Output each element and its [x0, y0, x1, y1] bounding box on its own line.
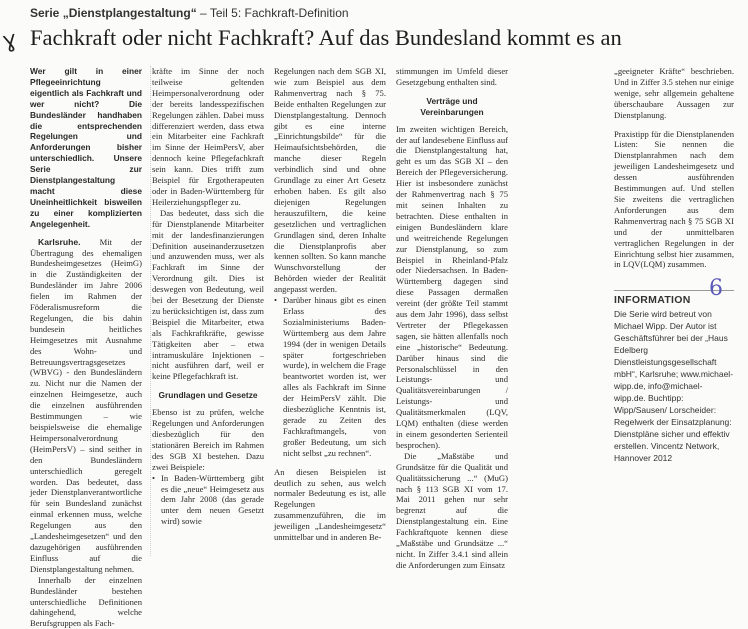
bullet-list	[274, 295, 386, 459]
subheading-grundlagen: Grundlagen und Gesetze	[158, 390, 258, 401]
bullet-list	[152, 473, 264, 528]
handwritten-mark: Ɣ	[1, 30, 19, 55]
list-item: • Darüber hinaus gibt es einen Erlass des Sozialministeriums Baden-Württemberg aus dem Jahre 1994 (der in wenigen Details später fortgeschrieben wurde), in welchem die Frage beantwortet worden ist, wer alles als Fachkraft im Sinne der HeimPersV zählt. Die diesbezügliche Kenntnis ist, gerade zu Zeiten des Fachkraftmangels, von großer Bedeutung, um sich nicht selbst „zu rechnen“.	[274, 295, 386, 459]
body-paragraph: An diesen Beispielen ist deutlich zu sehen, aus welch normaler Bedeutung es ist, alle Regelungen zusammenzuführen, die im jeweiligen „Landesheimgesetz“ unmittelbar und in anderen Be-	[274, 466, 386, 543]
praxistipp-paragraph: Praxistipp für die Dienstplanenden Listen: Sie nennen die Dienstplanrahmen nach dem jeweiligen Landesheimgesetz und dessen ausführenden Bestimmungen auf. Und stellen Sie zweitens die vertraglichen Anforderungen aus dem Rahmenvertrag nach § 75 SGB XI und der unmittelbaren vertraglichen Regelungen in der Einrichtung selbst hier zusammen, in LQV(LQM) zusammen.	[614, 128, 734, 270]
handwritten-number: 6	[709, 276, 723, 301]
column-5	[614, 66, 734, 286]
article-headline: Fachkraft oder nicht Fachkraft? Auf das Bundesland kommt es an	[30, 25, 622, 50]
body-paragraph: Im zweiten wichtigen Bereich, der auf landesebene Einfluss auf die Dienstplangestaltung hat, geht es um das SGB XI – den Bereich der Pflegeversicherung. Hier ist insbesondere zunächst der Rahmenvertrag nach § 75 mit seinen Inhalten zu betrachten. Diese enthalten in einigen Bundesländern klare und weitreichende Regelungen zur Dienstplanung, so zum Beispiel in Rheinland-Pfalz oder Niedersachsen. In Baden-Württemberg dagegen sind diese Passagen dermaßen vereint (der größte Teil stammt aus dem Jahr 1996), dass selbst Vertreter der Pflegekassen sagen, sie hätten allenfalls noch eine „historische“ Bedeutung. Darüber hinaus sind die Personalschlüssel in den Leistungs- und Qualitätsvereinbarungen / Leistungs- und Qualitätsmerkmalen (LQV, LQM) enthalten (diese werden in einem gesonderten Serienteil besprochen).	[396, 123, 508, 450]
lead-paragraph: Wer gilt in einer Pflegeeinrichtung eigentlich als Fachkraft und wer nicht? Die Bundesländer handhaben die entsprechenden Regelungen und Anforderungen bisher unterschiedlich. Unsere Serie zur Dienstplangestaltung macht diese Uneinheitlichkeit bisweilen zu einer komplizierten Angelegenheit.	[30, 66, 142, 229]
column-1	[30, 66, 142, 629]
column-divider	[150, 66, 151, 556]
body-paragraph: Innerhalb der einzelnen Bundesländer bestehen unterschiedliche Definitionen dahingehend, welche Berufsgruppen als Fach-	[30, 574, 142, 629]
subheading-vertraege: Verträge und Vereinbarungen	[420, 95, 484, 117]
dateline: Karlsruhe.	[38, 236, 81, 247]
body-paragraph	[30, 237, 142, 575]
body-paragraph: Regelungen nach dem SGB XI, wie zum Beispiel aus dem Rahmenvertrag nach § 75. Beide enthalten Regelungen zur Dienstplangestaltung. Dennoch gibt es eine interne „Einrichtungsbilde“ für die Heimaufsichtsbehörden, die manche dieser Regeln verbindlich sind und ohne Grundlage zu einer Art Gesetz erhoben haben. Es gilt also diejenigen Regelungen herauszufiltern, die keine gesetzlichen und vertraglichen Grundlagen sind, deren Inhalte die Dienstplanprofis aber kennen sollten. So kann manche Wunschvorstellung der Behörden wieder der Realität angepasst werden.	[274, 66, 386, 295]
column-4	[396, 66, 508, 570]
column-2	[152, 66, 264, 558]
body-paragraph: Das bedeutet, dass sich die für Dienstplanende Mitarbeiter mit der landesfinanzierungen Definition auseinanderzusetzen und anzuwenden muss, wer als Fachkraft im Sinne der Verordnung gilt. Dies ist deswegen von Bedeutung, weil bei der Besetzung der Dienste zu berücksichtigen ist, dass zum Beispiel die Mitarbeiter, etwa als Fachkraftkräfte, gewisse Tätigkeiten aber – etwa intramuskuläre Injektionen – nicht ausführen darf, weil er keine Pflegefachkraft ist.	[152, 207, 264, 382]
info-box	[614, 276, 734, 558]
series-name: Serie „Dienstplangestaltung“	[30, 6, 197, 20]
paragraph-text: Mit der Übertragung des ehemaligen Bundesheimgesetzes (HeimG) in die Zuständigkeiten der Bundesländer im Jahre 2006 fielen im Rahmen der Föderalismusreform die Regelungen, die bis dahin bundesein heitliches Heimgesetzes mit Ausnahme des Wohn- und Betreuungsvertragsgesetzes (WBVG) - den Bundesländern zu. Nicht nur die Namen der einzelnen Heimgesetze, auch die einzelnen ausführenden Bestimmungen – wie beispielsweise die ehemalige Heimpersonalverordnung (HeimPersV) – sind seither in den Bundesländern unterschiedlich geregelt worden. Das bedeutet, dass jeder Dienstplanverantwortliche für sein Bundesland zunächst einmal erkennen muss, welche Regelungen aus den „Landesheimgesetzen“ und den dazugehörigen ausführenden Einfluss auf die Dienstplangestaltung nehmen.	[30, 236, 142, 574]
series-part: – Teil 5: Fachkraft-Definition	[196, 6, 349, 20]
series-kicker	[30, 6, 349, 20]
body-paragraph: kräfte im Sinne der noch teilweise geltenden Heimpersonalverordnung oder der bereits landesspezifischen Regelungen zählen. Dabei muss differenziert werden, dass etwa ein Mitarbeiter eine Fachkraft im Sinne der HeimPersV, aber dennoch keine Pflegefachkraft sein kann. Dies trifft zum Beispiel für Ergotherapeuten oder in Baden-Württemberg für Heilerziehungspfleger zu.	[152, 66, 264, 207]
body-paragraph: „geeigneter Kräfte“ beschrieben. Und in Ziffer 3.5 stehen nur einige wenige, sehr allgemein gehaltene überschaubare Aussagen zur Dienstplanung.	[614, 66, 734, 120]
info-heading: INFORMATION	[614, 294, 691, 306]
body-paragraph: stimmungen im Umfeld dieser Gesetzgebung enthalten sind.	[396, 66, 508, 87]
info-text: Die Serie wird betreut von Michael Wipp. Der Autor ist Geschäftsführer bei der „Haus Edelberg Dienstleistungsgesellschaft mbH“, Karlsruhe; www.michael-wipp.de, info@michael-wipp.de. Buchtipp: Wipp/Sausen/ Lorscheider: Regelwerk der Einsatzplanung: Dienstpläne sicher und effektiv erstellen. Vincentz Network, Hannover 2012	[614, 309, 734, 463]
list-item: • In Baden-Württemberg gibt es die „neue“ Heimgesetz aus dem Jahr 2008 (das gerade unter dem neuen Gesetzt wird) sowie	[152, 473, 264, 528]
column-3	[274, 66, 386, 558]
body-paragraph: Die „Maßstäbe und Grundsätze für die Qualität und Qualitätssicherung ...“ (MuG) nach § 113 SGB XI vom 17. Mai 2011 gehen nur sehr begrenzt auf die Dienstplangestaltung ein. Eine Fachkraftquote kennen diese „Maßstäbe und Grundsätze ...“ nicht. In Ziffer 3.4.1 sind allein die Anforderungen zum Einsatz	[396, 450, 508, 570]
body-paragraph: Ebenso ist zu prüfen, welche Regelungen und Anforderungen diesbezüglich für den stationären Bereich im Rahmen des SGB XI bestehen. Dazu zwei Beispiele:	[152, 407, 264, 472]
